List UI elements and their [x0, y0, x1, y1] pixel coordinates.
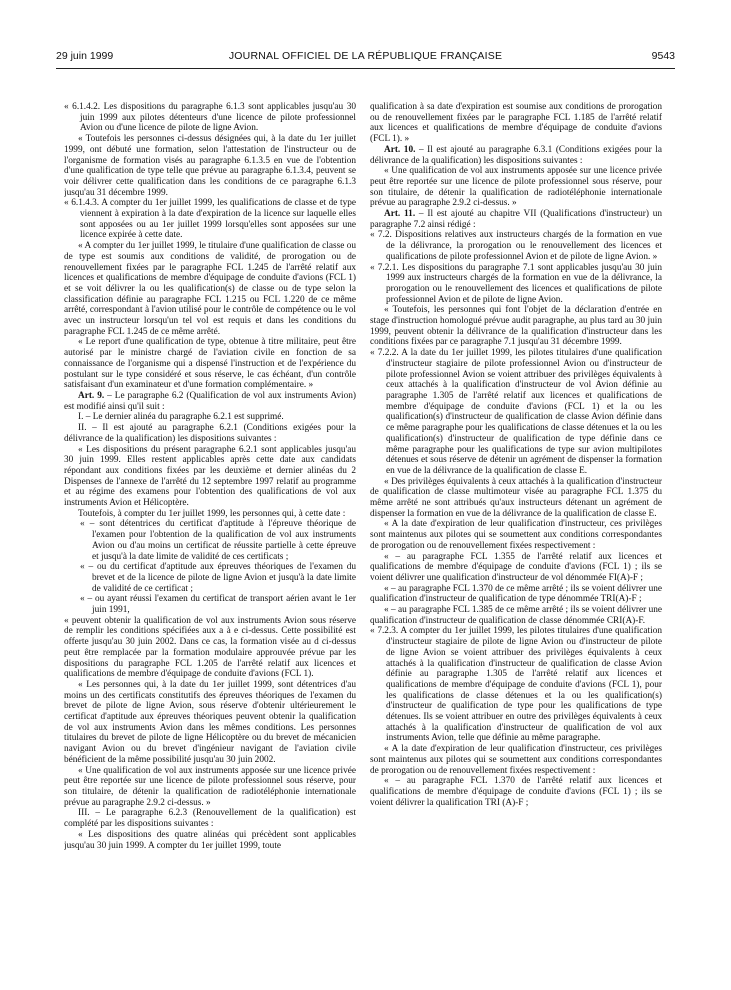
paragraph	[370, 348, 662, 476]
paragraph-text: I. – Le dernier alinéa du paragraphe 6.2.1 est supprimé.	[78, 412, 284, 423]
paragraph	[370, 209, 662, 230]
paragraph-text: « Toutefois, les personnes qui font l'objet de la déclaration d'entrée en stage d'instruction homologué prévue audit paragraphe, au plus tard au 30 juin 1999, peuvent obtenir la délivrance de la qualification d'instructeur dans les conditions fixées par ce paragraphe 7.1 jusqu'au 31 décembre 1999.	[370, 305, 662, 348]
paragraph-text: « peuvent obtenir la qualification de vol aux instruments Avion sous réserve de remplir les conditions spécifiées aux a à e ci-dessus. Cette possibilité est offerte jusqu'au 30 juin 2002. Dans ce cas, la formation visée au d ci-dessus peut être remplacée par la formation modulaire approuvée prévue par les dispositions du paragraphe FCL 1.205 de l'arrêté relatif aux licences et qualifications de membre d'équipage de conduite d'avions (FCL 1).	[64, 615, 356, 680]
paragraph-text: « Le report d'une qualification de type, obtenue à titre militaire, peut être autorisé par le ministre chargé de l'aviation civile en fonction de sa connaissance de l'organisme qui a dispensé l'instruction et de l'expérience du postulant sur le type considéré et sous réserve, le cas échéant, d'un contrôle satisfaisant d'un examinateur et d'une formation complémentaire. »	[64, 337, 356, 391]
article-number: Art. 11.	[384, 209, 416, 220]
paragraph-text: « A la date d'expiration de leur qualification d'instructeur, ces privilèges sont maintenus aux pilotes qui se soumettent aux conditions correspondantes de prorogation ou de renouvellement fixées respectivement :	[370, 519, 662, 551]
paragraph-text: « – ou ayant réussi l'examen du certificat de transport aérien avant le 1er juin 1991,	[80, 594, 356, 616]
paragraph-text: « – au paragraphe FCL 1.385 de ce même arrêté ; ils se voient délivrer une qualification d'instructeur de qualification de classe dénommée CRI(A)-F.	[370, 605, 662, 626]
paragraph-text: qualification à sa date d'expiration est soumise aux conditions de prorogation ou de renouvellement fixées par le paragraphe FCL 1.185 de l'arrêté relatif aux licences et qualifications de membre d'équipage de conduite d'avions (FCL 1). »	[370, 102, 662, 145]
paragraph	[370, 477, 662, 520]
paragraph	[370, 626, 662, 744]
paragraph-text: « – sont détentrices du certificat d'aptitude à l'épreuve théorique de l'examen pour l'obtention de la qualification de vol aux instruments Avion ou d'au moins un certificat de réussite partielle à cette épreuve et jusqu'à la date limite de validité de ces certificats ;	[80, 519, 356, 562]
paragraph-text: « 7.2.2. A la date du 1er juillet 1999, les pilotes titulaires d'une qualification d'instructeur stagiaire de pilote professionnel Avion ou d'instructeur de pilote professionnel Avion se voient attribuer des privilèges équivalents à ceux attachés à la qualification d'instructeur de vol Avion définie au paragraphe 1.305 de l'arrêté relatif aux licences et qualifications de membre d'équipage de conduite d'avions (FCL 1) et la ou les qualification(s) d'instructeur de qualification de classe Avion définie dans ce même paragraphe pour les qualifications de classe détenues et la ou les qualification(s) d'instructeur de qualification de type définie dans ce même paragraphe pour les qualifications de type sur avion multipilotes détenues et sous réserve de détenir un agrément de dispenser la formation en vue de la délivrance de la qualification de classe E.	[370, 348, 662, 476]
article-number: Art. 9.	[78, 390, 105, 401]
paragraph	[370, 230, 662, 262]
paragraph	[64, 102, 356, 134]
paragraph-text: – Le paragraphe 6.2 (Qualification de vol aux instruments Avion) est modifié ainsi qu'il suit :	[64, 390, 356, 412]
paragraph	[64, 412, 356, 423]
paragraph-text: « – ou du certificat d'aptitude aux épreuves théoriques de l'examen du brevet et de la licence de pilote de ligne Avion et jusqu'à la date limite de validité de ce certificat ;	[80, 562, 356, 594]
issue-date: 29 juin 1999	[56, 50, 114, 62]
paragraph	[64, 134, 356, 198]
paragraph-text: « Une qualification de vol aux instruments apposée sur une licence privée peut être reportée sur une licence de pilote professionnel sous réserve, pour son titulaire, de détenir la qualification de radiotéléphonie internationale prévue au paragraphe 2.9.2 ci-dessus. »	[64, 765, 356, 808]
paragraph-text: III. – Le paragraphe 6.2.3 (Renouvellement de la qualification) est complété par les dispositions suivantes :	[64, 808, 356, 830]
paragraph	[370, 744, 662, 776]
paragraph	[64, 808, 356, 829]
paragraph	[64, 337, 356, 391]
paragraph-text: Toutefois, à compter du 1er juillet 1999, les personnes qui, à cette date :	[78, 508, 346, 519]
paragraph	[64, 241, 356, 337]
paragraph	[370, 102, 662, 145]
paragraph	[64, 562, 356, 594]
paragraph	[370, 776, 662, 808]
paragraph	[64, 519, 356, 562]
paragraph	[370, 519, 662, 551]
page-number: 9543	[651, 50, 675, 62]
paragraph-text: « 7.2. Dispositions relatives aux instructeurs chargés de la formation en vue de la délivrance, la prorogation ou le renouvellement des licences et qualifications de pilote professionnel Avion et de pilote de ligne Avion. »	[370, 230, 662, 262]
paragraph	[370, 552, 662, 584]
paragraph-text: « 7.2.3. A compter du 1er juillet 1999, les pilotes titulaires d'une qualification d'instructeur stagiaire de pilote de ligne Avion ou d'instructeur de pilote de ligne Avion se voient attribuer des privilèges équivalents à ceux attachés à la qualification d'instructeur de qualification de classe Avion définie au paragraphe 1.305 de l'arrêté relatif aux licences et qualifications de membre d'équipage de conduite d'avions (FCL 1), pour les qualifications de classe détenues et la ou les qualification(s) d'instructeur de qualification de type pour les qualifications de type détenues. Ils se voient attribuer en outre des privilèges équivalents à ceux attachés à la qualification d'instructeur de qualification de vol aux instruments Avion, telle que définie au même paragraphe.	[370, 626, 662, 744]
paragraph-text: – Il est ajouté au paragraphe 6.3.1 (Conditions exigées pour la délivrance de la qualification) les dispositions suivantes :	[370, 144, 662, 166]
paragraph-text: « Une qualification de vol aux instruments apposée sur une licence privée peut être reportée sur une licence de pilote professionnel sous réserve, pour son titulaire, de détenir la qualification de radiotéléphonie internationale prévue au paragraphe 2.9.2 ci-dessus. »	[370, 166, 662, 209]
paragraph	[64, 198, 356, 241]
paragraph-text: « – au paragraphe FCL 1.370 de ce même arrêté ; ils se voient délivrer une qualification d'instructeur de qualification de type dénommée TRI(A)-F ;	[370, 583, 662, 605]
paragraph	[64, 509, 356, 520]
paragraph	[64, 830, 356, 851]
paragraph-text: – Il est ajouté au chapitre VII (Qualifications d'instructeur) un paragraphe 7.2 ainsi rédigé :	[370, 209, 662, 230]
paragraph	[370, 166, 662, 209]
paragraph	[64, 680, 356, 766]
paragraph-text: II. – Il est ajouté au paragraphe 6.2.1 (Conditions exigées pour la délivrance de la qualification) les dispositions suivantes :	[64, 423, 356, 444]
paragraph-text: « 6.1.4.2. Les dispositions du paragraphe 6.1.3 sont applicables jusqu'au 30 juin 1999 aux pilotes détenteurs d'une licence de pilote professionnel Avion ou d'une licence de pilote de ligne Avion.	[64, 102, 356, 134]
paragraph-text: « Les dispositions des quatre alinéas qui précèdent sont applicables jusqu'au 30 juin 1999. A compter du 1er juillet 1999, toute	[64, 829, 356, 851]
paragraph-text: « – au paragraphe FCL 1.355 de l'arrêté relatif aux licences et qualifications de membre d'équipage de conduite d'avions (FCL 1) ; ils se voient délivrer une qualification d'instructeur de vol dénommée FI(A)-F ;	[370, 551, 662, 583]
paragraph	[64, 391, 356, 412]
paragraph	[64, 766, 356, 809]
paragraph-text: « Les dispositions du présent paragraphe 6.2.1 sont applicables jusqu'au 30 juin 1999. Elles restent applicables après cette date aux candidats répondant aux conditions fixées par les deuxième et dernier alinéas du 2 Dispenses de l'annexe de l'arrêté du 12 septembre 1997 relatif au programme et au régime des examens pour l'obtention des qualifications de vol aux instruments Avion et Hélicoptère.	[64, 444, 356, 509]
paragraph-text: « Toutefois les personnes ci-dessus désignées qui, à la date du 1er juillet 1999, ont débuté une formation, selon l'attestation de l'instructeur ou de l'organisme de formation visés au paragraphe 6.1.3.5 en vue de l'obtention d'une qualification de type telle que prévue au paragraphe 6.1.3.4, peuvent se voir délivrer cette qualification dans les conditions de ce paragraphe 6.1.3 jusqu'au 31 décembre 1999.	[64, 134, 356, 198]
paragraph-text: « – au paragraphe FCL 1.370 de l'arrêté relatif aux licences et qualifications de membre d'équipage de conduite d'avions (FCL 1) ; ils se voient délivrer la qualification TRI (A)-F ;	[370, 776, 662, 808]
paragraph	[64, 445, 356, 509]
paragraph-text: « A la date d'expiration de leur qualification d'instructeur, ces privilèges sont maintenus aux pilotes qui se soumettent aux conditions correspondantes de prorogation ou de renouvellement fixées respectivement :	[370, 744, 662, 776]
paragraph	[64, 423, 356, 444]
left-column	[64, 102, 356, 962]
page-header	[56, 50, 675, 66]
journal-title: JOURNAL OFFICIEL DE LA RÉPUBLIQUE FRANÇAISE	[228, 50, 503, 62]
paragraph	[370, 145, 662, 166]
paragraph-text: « Les personnes qui, à la date du 1er juillet 1999, sont détentrices d'au moins un des certificats constitutifs des épreuves théoriques de l'examen du brevet de pilote de ligne Avion, sous réserve d'obtenir ultérieurement le certificat d'aptitude aux épreuves théoriques peuvent obtenir la qualification de vol aux instruments Avion dans les mêmes conditions. Les personnes titulaires du brevet de pilote de ligne Hélicoptère ou du brevet de mécanicien navigant Avion ou du brevet d'ingénieur navigant de l'aviation civile bénéficient de la même possibilité jusqu'au 30 juin 2002.	[64, 679, 356, 765]
paragraph-text: « Des privilèges équivalents à ceux attachés à la qualification d'instructeur de qualification de classe multimoteur visée au paragraphe FCL 1.375 du même arrêté ne sont attribués qu'aux instructeurs détenant un agrément de dispenser la formation en vue de la délivrance de la qualification de classe E.	[370, 476, 662, 519]
paragraph	[370, 305, 662, 348]
paragraph-text: « A compter du 1er juillet 1999, le titulaire d'une qualification de classe ou de type est soumis aux conditions de validité, de prorogation ou de renouvellement fixées par le paragraphe FCL 1.245 de l'arrêté relatif aux licences et qualifications de membre d'équipage de conduite d'avions (FCL 1) et se voit délivrer la ou les qualification(s) de classe ou de type selon la classification définie au paragraphe FCL 1.215 ou FCL 1.220 de ce même arrêté, correspondant à l'avion utilisé pour le contrôle de compétence ou le vol avec un instructeur lorsqu'un tel vol est requis et dans les conditions du paragraphe FCL 1.245 de ce même arrêté.	[64, 241, 356, 337]
paragraph-text: « 6.1.4.3. A compter du 1er juillet 1999, les qualifications de classe et de type viennent à expiration à la date d'expiration de la licence sur laquelle elles sont apposées ou au 1er juillet 1999 lorsqu'elles sont apposées sur une licence expirée à cette date.	[64, 198, 356, 241]
article-number: Art. 10.	[384, 144, 416, 155]
paragraph-text: « 7.2.1. Les dispositions du paragraphe 7.1 sont applicables jusqu'au 30 juin 1999 aux instructeurs chargés de la formation en vue de la délivrance, la prorogation ou le renouvellement des licences et qualifications de pilote professionnel Avion et de pilote de ligne Avion.	[370, 262, 662, 305]
paragraph	[370, 584, 662, 605]
paragraph	[370, 605, 662, 626]
header-rule	[56, 68, 675, 69]
right-column	[370, 102, 662, 962]
paragraph	[370, 263, 662, 306]
paragraph	[64, 616, 356, 680]
paragraph	[64, 594, 356, 615]
